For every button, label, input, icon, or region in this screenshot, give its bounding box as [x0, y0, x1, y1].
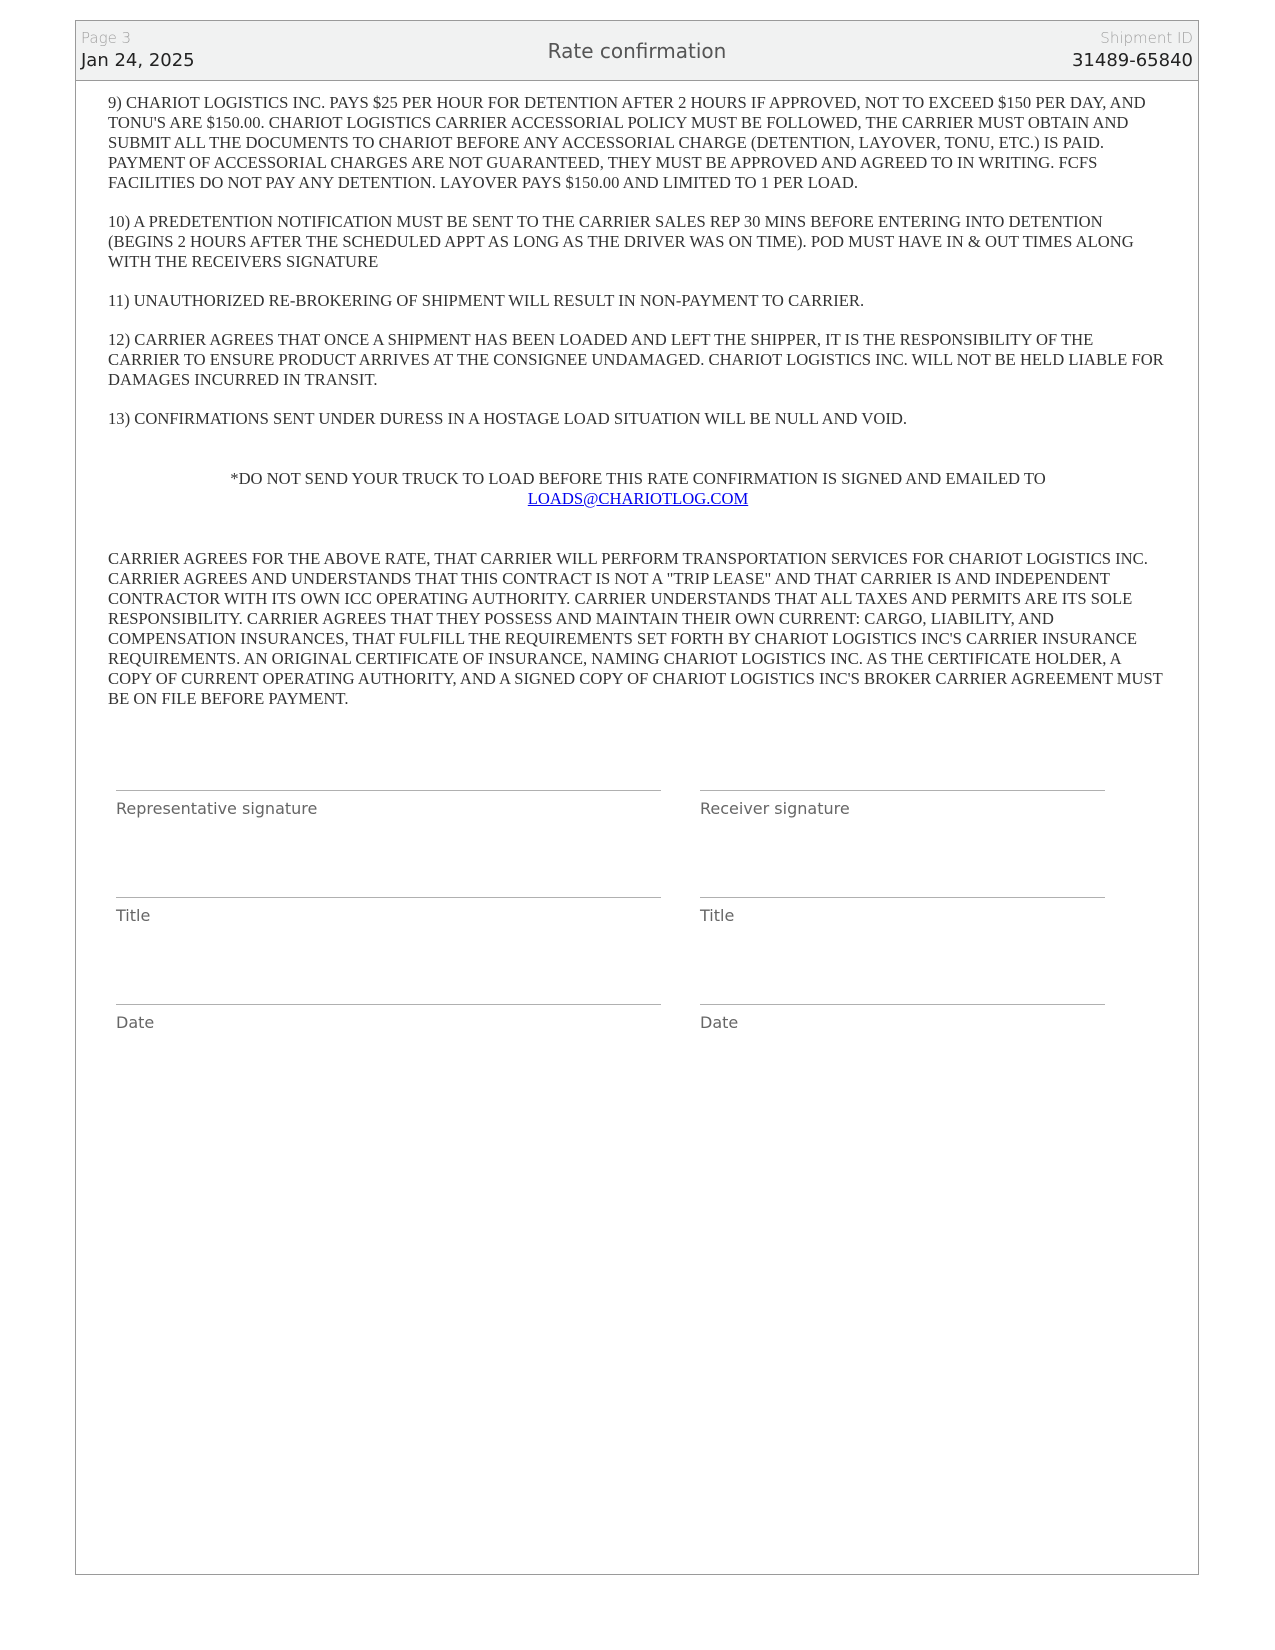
representative-title-label: Title [116, 906, 151, 925]
receiver-title-label: Title [700, 906, 735, 925]
receiver-date-label: Date [700, 1013, 739, 1032]
loads-email-link[interactable]: LOADS@CHARIOTLOG.COM [527, 489, 749, 508]
representative-title-field[interactable] [116, 897, 661, 926]
document-title: Rate confirmation [547, 39, 727, 63]
page-header [76, 21, 1198, 81]
clause-13: 13) CONFIRMATIONS SENT UNDER DURESS IN A HOSTAGE LOAD SITUATION WILL BE NULL AND VOID. [108, 409, 908, 428]
header-right [1072, 28, 1193, 73]
page-number: Page 3 [81, 29, 132, 47]
document-date: Jan 24, 2025 [81, 50, 195, 71]
document-page [75, 20, 1199, 1575]
shipment-id-label: Shipment ID [1100, 29, 1193, 47]
load-notice [108, 469, 1168, 509]
clause-12: 12) CARRIER AGREES THAT ONCE A SHIPMENT HAS BEEN LOADED AND LEFT THE SHIPPER, IT IS THE RESPONSIBILITY OF THE CARRIER TO ENSURE PRODUCT ARRIVES AT THE CONSIGNEE UNDAMAGED. CHARIOT LOGISTICS INC. WILL NOT BE HELD LIABLE FOR DAMAGES INCURRED IN TRANSIT. [108, 330, 1164, 389]
clause-11: 11) UNAUTHORIZED RE-BROKERING OF SHIPMENT WILL RESULT IN NON-PAYMENT TO CARRIER. [108, 291, 865, 310]
representative-date-field[interactable] [116, 1004, 661, 1033]
shipment-id: 31489-65840 [1071, 50, 1193, 71]
representative-signature-label: Representative signature [116, 799, 318, 818]
receiver-signature-field[interactable] [700, 790, 1105, 819]
notice-text: *DO NOT SEND YOUR TRUCK TO LOAD BEFORE THIS RATE CONFIRMATION IS SIGNED AND EMAILED TO [230, 469, 1046, 488]
representative-signature-field[interactable] [116, 790, 661, 819]
receiver-date-field[interactable] [700, 1004, 1105, 1033]
receiver-title-field[interactable] [700, 897, 1105, 926]
clause-9: 9) CHARIOT LOGISTICS INC. PAYS $25 PER HOUR FOR DETENTION AFTER 2 HOURS IF APPROVED, NOT TO EXCEED $150 PER DAY, AND TONU'S ARE $150.00. CHARIOT LOGISTICS CARRIER ACCESSORIAL POLICY MUST BE FOLLOWED, THE CARRIER MUST OBTAIN AND SUBMIT ALL THE DOCUMENTS TO CHARIOT BEFORE ANY ACCESSORIAL CHARGE (DETENTION, LAYOVER, TONU, ETC.) IS PAID. PAYMENT OF ACCESSORIAL CHARGES ARE NOT GUARANTEED, THEY MUST BE APPROVED AND AGREED TO IN WRITING. FCFS FACILITIES DO NOT PAY ANY DETENTION. LAYOVER PAYS $150.00 AND LIMITED TO 1 PER LOAD. [108, 93, 1146, 192]
carrier-agreement: CARRIER AGREES FOR THE ABOVE RATE, THAT CARRIER WILL PERFORM TRANSPORTATION SERVICES FOR CHARIOT LOGISTICS INC. CARRIER AGREES AND UNDERSTANDS THAT THIS CONTRACT IS NOT A "TRIP LEASE" AND THAT CARRIER IS AND INDEPENDENT CONTRACTOR WITH ITS OWN ICC OPERATING AUTHORITY. CARRIER UNDERSTANDS THAT ALL TAXES AND PERMITS ARE ITS SOLE RESPONSIBILITY. CARRIER AGREES THAT THEY POSSESS AND MAINTAIN THEIR OWN CURRENT: CARGO, LIABILITY, AND COMPENSATION INSURANCES, THAT FULFILL THE REQUIREMENTS SET FORTH BY CHARIOT LOGISTICS INC'S CARRIER INSURANCE REQUIREMENTS. AN ORIGINAL CERTIFICATE OF INSURANCE, NAMING CHARIOT LOGISTICS INC. AS THE CERTIFICATE HOLDER, A COPY OF CURRENT OPERATING AUTHORITY, AND A SIGNED COPY OF CHARIOT LOGISTICS INC'S BROKER CARRIER AGREEMENT MUST BE ON FILE BEFORE PAYMENT. [108, 549, 1163, 708]
terms-content [108, 93, 1168, 709]
clause-10: 10) A PREDETENTION NOTIFICATION MUST BE SENT TO THE CARRIER SALES REP 30 MINS BEFORE ENTERING INTO DETENTION (BEGINS 2 HOURS AFTER THE SCHEDULED APPT AS LONG AS THE DRIVER WAS ON TIME). POD MUST HAVE IN & OUT TIMES ALONG WITH THE RECEIVERS SIGNATURE [108, 212, 1134, 271]
representative-date-label: Date [116, 1013, 155, 1032]
receiver-signature-label: Receiver signature [700, 799, 850, 818]
